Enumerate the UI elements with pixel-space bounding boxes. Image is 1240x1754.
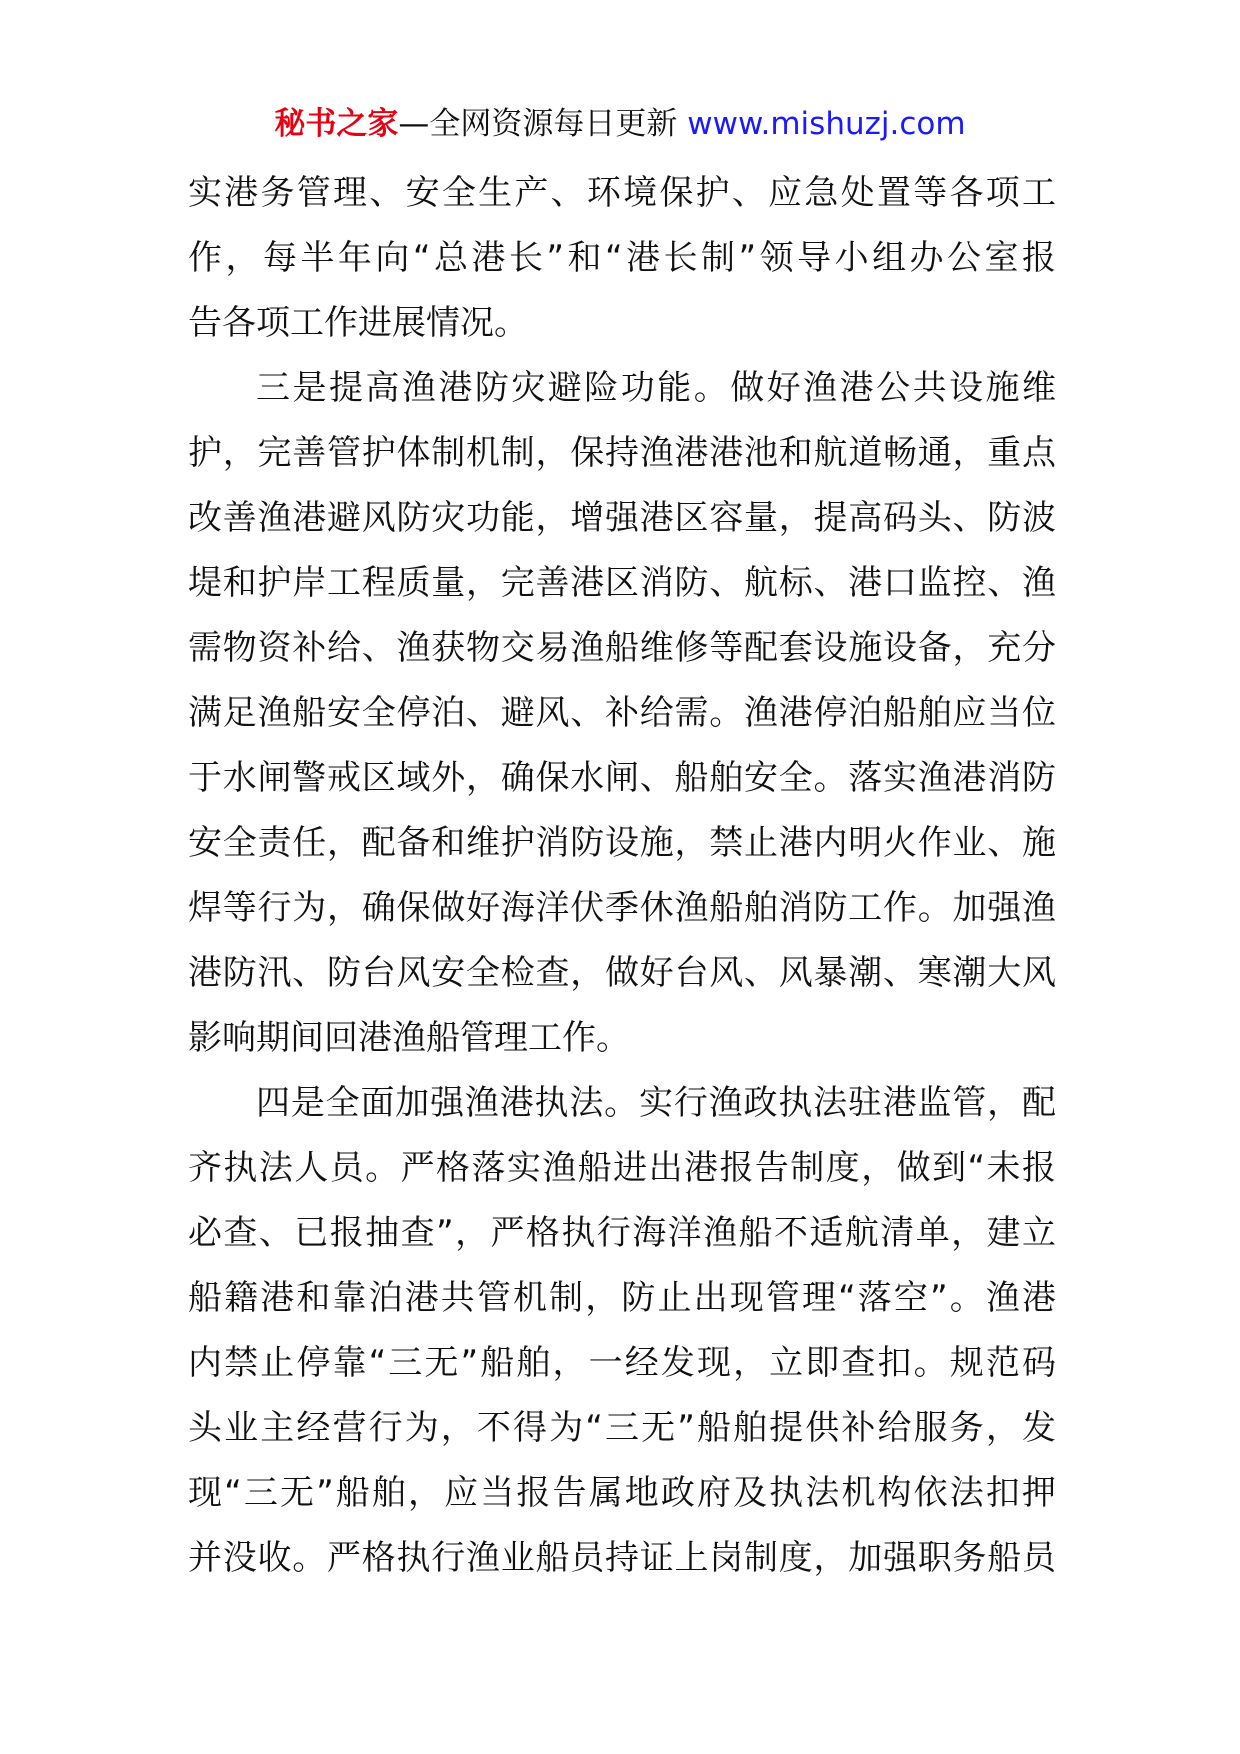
text-line: 并没收。严格执行渔业船员持证上岗制度，加强职务船员 [188, 1538, 1056, 1578]
paragraph-start-line: 四是全面加强渔港执法。实行渔政执法驻港监管，配 [256, 1083, 1056, 1123]
text-line: 安全责任，配备和维护消防设施，禁止港内明火作业、施 [188, 823, 1056, 863]
text-line: 作，每半年向“总港长”和“港长制”领导小组办公室报 [188, 238, 1056, 278]
text-line: 堤和护岸工程质量，完善港区消防、航标、港口监控、渔 [188, 563, 1056, 603]
paragraph-start-line: 三是提高渔港防灾避险功能。做好渔港公共设施维 [256, 368, 1056, 408]
text-line: 船籍港和靠泊港共管机制，防止出现管理“落空”。渔港 [188, 1278, 1056, 1318]
text-line: 满足渔船安全停泊、避风、补给需。渔港停泊船舶应当位 [188, 693, 1056, 733]
page-header [0, 102, 1240, 146]
text-line: 护，完善管护体制机制，保持渔港港池和航道畅通，重点 [188, 433, 1056, 473]
text-line: 改善渔港避风防灾功能，增强港区容量，提高码头、防波 [188, 498, 1056, 538]
text-line: 焊等行为，确保做好海洋伏季休渔船舶消防工作。加强渔 [188, 888, 1056, 928]
text-line: 内禁止停靠“三无”船舶，一经发现，立即查扣。规范码 [188, 1343, 1056, 1383]
header-tagline: —全网资源每日更新 [398, 106, 678, 142]
text-line: 于水闸警戒区域外，确保水闸、船舶安全。落实渔港消防 [188, 758, 1056, 798]
text-line: 现“三无”船舶，应当报告属地政府及执法机构依法扣押 [188, 1473, 1056, 1513]
text-line: 告各项工作进展情况。 [188, 303, 528, 343]
text-line: 港防汛、防台风安全检查，做好台风、风暴潮、寒潮大风 [188, 953, 1056, 993]
text-line: 需物资补给、渔获物交易渔船维修等配套设施设备，充分 [188, 628, 1056, 668]
document-body [188, 161, 1056, 1591]
text-line: 齐执法人员。严格落实渔船进出港报告制度，做到“未报 [188, 1148, 1056, 1188]
header-url-link[interactable]: www.mishuzj.com [687, 106, 966, 142]
header-brand: 秘书之家 [274, 106, 399, 142]
text-line: 实港务管理、安全生产、环境保护、应急处置等各项工 [188, 173, 1056, 213]
text-line: 必查、已报抽查”，严格执行海洋渔船不适航清单，建立 [188, 1213, 1056, 1253]
text-line: 头业主经营行为，不得为“三无”船舶提供补给服务，发 [188, 1408, 1056, 1448]
text-line: 影响期间回港渔船管理工作。 [188, 1018, 630, 1058]
